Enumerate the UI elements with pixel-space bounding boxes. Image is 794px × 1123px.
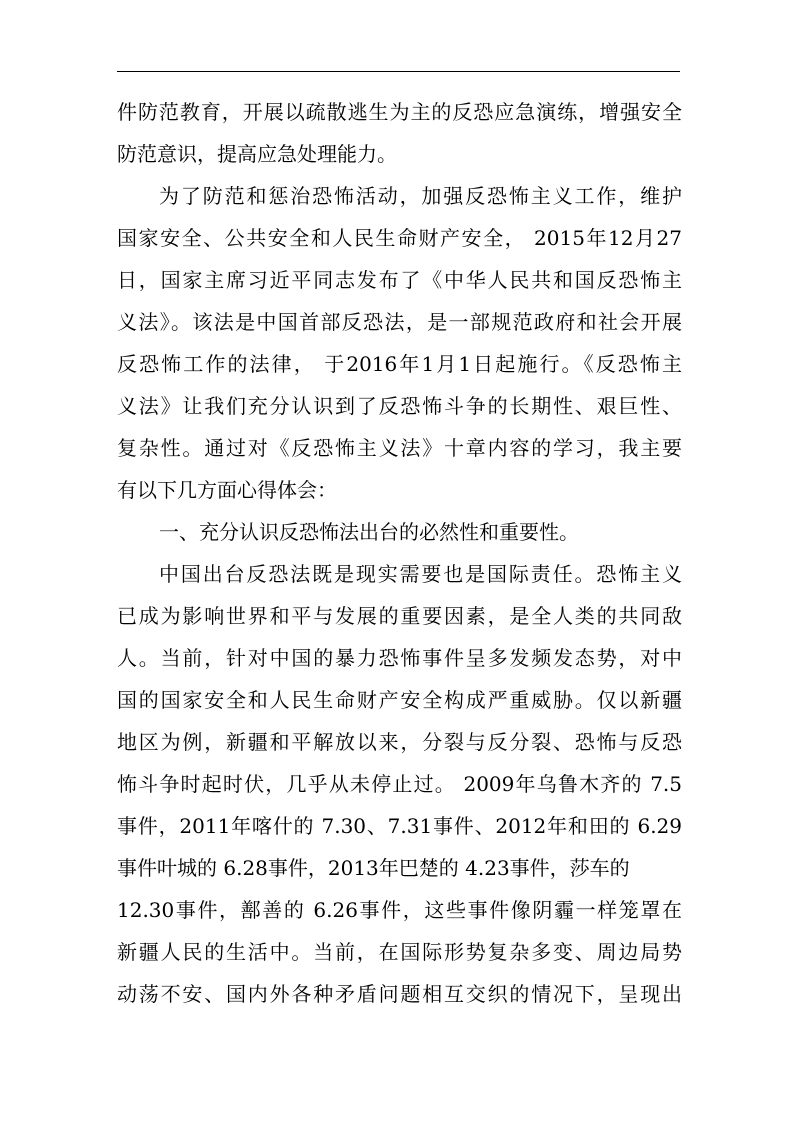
text-line: 事件，2011年喀什的 7.30、7.31事件、2012年和田的 6.29 [117, 814, 682, 838]
text-line: 已成为影响世界和平与发展的重要因素，是全人类的共同敌 [117, 604, 682, 628]
text-line: 怖斗争时起时伏，几乎从未停止过。 2009年乌鲁木齐的 7.5 [117, 772, 682, 796]
text-line: 事件叶城的 6.28事件，2013年巴楚的 4.23事件，莎车的 [117, 856, 630, 880]
text-line: 义法》。该法是中国首部反恐法，是一部规范政府和社会开展 [117, 310, 682, 334]
text-line: 动荡不安、国内外各种矛盾问题相互交织的情况下，呈现出 [117, 982, 682, 1006]
text-line: 日，国家主席习近平同志发布了《中华人民共和国反恐怖主 [117, 268, 682, 292]
text-line: 有以下几方面心得体会： [117, 478, 337, 502]
text-line: 国家安全、公共安全和人民生命财产安全， 2015年12月27 [117, 226, 682, 250]
text-line: 12.30事件，鄯善的 6.26事件，这些事件像阴霾一样笼罩在 [117, 898, 682, 922]
text-line: 中国出台反恐法既是现实需要也是国际责任。恐怖主义 [159, 562, 682, 586]
text-line: 件防范教育，开展以疏散逃生为主的反恐应急演练，增强安全 [117, 100, 682, 124]
text-line: 复杂性。通过对《反恐怖主义法》十章内容的学习，我主要 [117, 436, 682, 460]
text-line: 为了防范和惩治恐怖活动，加强反恐怖主义工作，维护 [159, 184, 682, 208]
text-line: 反恐怖工作的法律， 于2016年1月1日起施行。《反恐怖主 [117, 352, 682, 376]
section-heading: 一、充分认识反恐怖法出台的必然性和重要性。 [159, 520, 579, 544]
text-line: 人。当前，针对中国的暴力恐怖事件呈多发频发态势，对中 [117, 646, 682, 670]
text-line: 地区为例，新疆和平解放以来，分裂与反分裂、恐怖与反恐 [117, 730, 682, 754]
text-line: 义法》让我们充分认识到了反恐怖斗争的长期性、艰巨性、 [117, 394, 682, 418]
text-line: 新疆人民的生活中。当前，在国际形势复杂多变、周边局势 [117, 940, 682, 964]
header-rule [117, 71, 680, 72]
text-line: 防范意识，提高应急处理能力。 [117, 142, 397, 166]
text-line: 国的国家安全和人民生命财产安全构成严重威胁。仅以新疆 [117, 688, 682, 712]
